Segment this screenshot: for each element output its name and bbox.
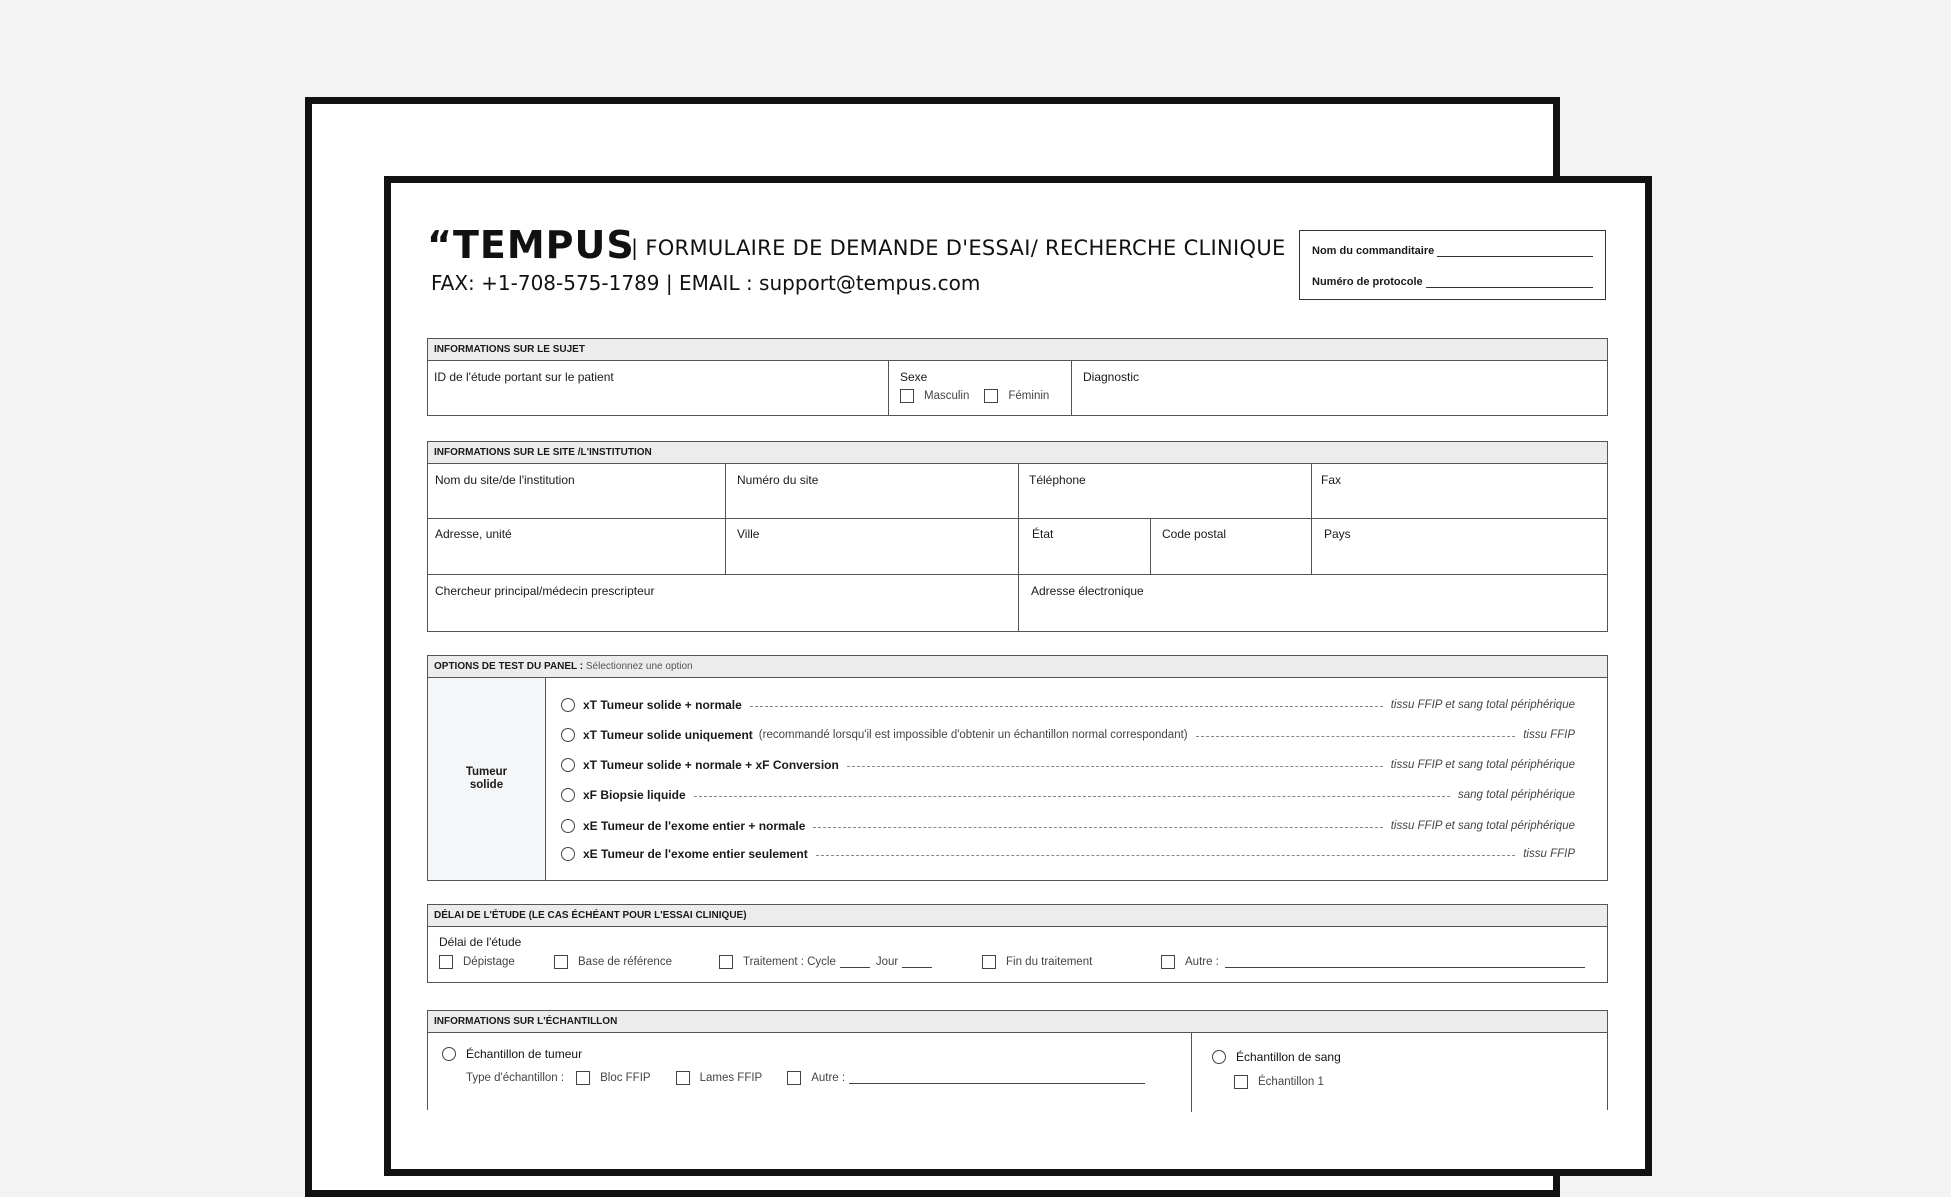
investigator-field[interactable]: Chercheur principal/médecin prescripteur xyxy=(435,584,655,598)
sponsor-box xyxy=(1299,230,1606,300)
timepoint-label: Délai de l'étude xyxy=(439,935,522,949)
female-checkbox[interactable] xyxy=(984,389,998,403)
specimen-other-checkbox[interactable] xyxy=(787,1071,801,1085)
option-label: xF Biopsie liquide xyxy=(583,788,686,802)
option-label: xT Tumeur solide + normale xyxy=(583,698,742,712)
treatment-option[interactable] xyxy=(719,955,932,969)
option-radio[interactable] xyxy=(561,847,575,861)
panel-section xyxy=(427,655,1608,881)
ffpe-block-label: Bloc FFIP xyxy=(600,1072,651,1084)
state-field[interactable]: État xyxy=(1032,527,1054,541)
site-name-field[interactable]: Nom du site/de l'institution xyxy=(435,473,575,487)
tumor-sample-radio[interactable] xyxy=(442,1047,456,1061)
treatment-label: Traitement : Cycle xyxy=(743,956,836,968)
site-section xyxy=(427,441,1608,632)
sample-type-label: Type d'échantillon : xyxy=(466,1072,565,1084)
sponsor-name-field[interactable] xyxy=(1312,245,1593,257)
blood-sample-1-option[interactable] xyxy=(1234,1075,1324,1089)
specimen-other-label: Autre : xyxy=(811,1072,846,1084)
sample-type-row xyxy=(466,1071,1145,1085)
tumor-sample-option[interactable] xyxy=(442,1047,582,1061)
address-field[interactable]: Adresse, unité xyxy=(435,527,512,541)
end-treatment-option[interactable] xyxy=(982,955,1092,969)
end-treatment-checkbox[interactable] xyxy=(982,955,996,969)
day-label: Jour xyxy=(875,956,899,968)
ffpe-slides-label: Lames FFIP xyxy=(699,1072,763,1084)
option-label: xT Tumeur solide + normale + xF Conversion xyxy=(583,758,839,772)
panel-option[interactable] xyxy=(561,725,1575,745)
timepoint-other-label: Autre : xyxy=(1185,956,1219,968)
sex-label: Sexe xyxy=(900,370,928,384)
blood-sample-1-checkbox[interactable] xyxy=(1234,1075,1248,1089)
contact-line: FAX: +1-708-575-1789 | EMAIL : support@tempus.com xyxy=(431,271,981,295)
timepoint-other-blank[interactable] xyxy=(1225,957,1585,968)
blood-sample-label: Échantillon de sang xyxy=(1236,1050,1341,1064)
patient-id-field[interactable]: ID de l'étude portant sur le patient xyxy=(434,370,614,384)
diagnosis-field[interactable]: Diagnostic xyxy=(1083,370,1140,384)
category-line-1: Tumeur xyxy=(465,766,508,778)
baseline-label: Base de référence xyxy=(578,956,672,968)
screening-label: Dépistage xyxy=(463,956,515,968)
postal-code-field[interactable]: Code postal xyxy=(1162,527,1227,541)
city-field[interactable]: Ville xyxy=(737,527,760,541)
blood-sample-1-label: Échantillon 1 xyxy=(1258,1076,1324,1088)
option-specimen: sang total périphérique xyxy=(1458,789,1575,801)
subject-section xyxy=(427,338,1608,416)
baseline-option[interactable] xyxy=(554,955,672,969)
option-radio[interactable] xyxy=(561,728,575,742)
baseline-checkbox[interactable] xyxy=(554,955,568,969)
specimen-other-blank[interactable] xyxy=(849,1073,1145,1084)
sponsor-name-label: Nom du commanditaire xyxy=(1312,245,1435,257)
option-label: xE Tumeur de l'exome entier seulement xyxy=(583,847,808,861)
option-label: xT Tumeur solide uniquement xyxy=(583,728,753,742)
site-number-field[interactable]: Numéro du site xyxy=(737,473,819,487)
end-treatment-label: Fin du traitement xyxy=(1006,956,1093,968)
panel-option[interactable] xyxy=(561,816,1575,836)
panel-heading-note: Sélectionnez une option xyxy=(585,661,693,672)
fax-field[interactable]: Fax xyxy=(1321,473,1342,487)
option-specimen: tissu FFIP et sang total périphérique xyxy=(1390,699,1575,711)
option-label: xE Tumeur de l'exome entier + normale xyxy=(583,819,806,833)
panel-heading xyxy=(428,656,1607,678)
ffpe-block-checkbox[interactable] xyxy=(576,1071,590,1085)
specimen-section xyxy=(427,1010,1608,1110)
category-line-2: solide xyxy=(469,779,504,791)
protocol-number-field[interactable] xyxy=(1312,276,1593,288)
subject-heading: INFORMATIONS SUR LE SUJET xyxy=(428,339,1607,361)
protocol-number-label: Numéro de protocole xyxy=(1312,276,1423,288)
tempus-logo: “TEMPUS xyxy=(427,223,635,267)
option-hint: (recommandé lorsqu'il est impossible d'obtenir un échantillon normal correspondant) xyxy=(758,729,1188,741)
country-field[interactable]: Pays xyxy=(1324,527,1351,541)
email-field[interactable]: Adresse électronique xyxy=(1031,584,1144,598)
timepoint-other-option[interactable] xyxy=(1161,955,1585,969)
timepoint-other-checkbox[interactable] xyxy=(1161,955,1175,969)
option-radio[interactable] xyxy=(561,698,575,712)
option-radio[interactable] xyxy=(561,758,575,772)
screening-checkbox[interactable] xyxy=(439,955,453,969)
timepoint-section xyxy=(427,904,1608,983)
option-specimen: tissu FFIP et sang total périphérique xyxy=(1390,759,1575,771)
screening-option[interactable] xyxy=(439,955,515,969)
phone-field[interactable]: Téléphone xyxy=(1029,473,1086,487)
panel-option[interactable] xyxy=(561,844,1575,864)
tumor-sample-label: Échantillon de tumeur xyxy=(466,1047,583,1061)
male-label: Masculin xyxy=(924,390,970,402)
panel-option[interactable] xyxy=(561,755,1575,775)
option-specimen: tissu FFIP et sang total périphérique xyxy=(1390,820,1575,832)
option-specimen: tissu FFIP xyxy=(1523,729,1575,741)
option-radio[interactable] xyxy=(561,819,575,833)
ffpe-slides-checkbox[interactable] xyxy=(676,1071,690,1085)
timepoint-heading: DÉLAI DE L'ÉTUDE (LE CAS ÉCHÉANT POUR L'ESSAI CLINIQUE) xyxy=(428,905,1607,927)
male-checkbox[interactable] xyxy=(900,389,914,403)
female-label: Féminin xyxy=(1008,390,1050,402)
form-title: | FORMULAIRE DE DEMANDE D'ESSAI/ RECHERCHE CLINIQUE xyxy=(631,236,1286,260)
option-specimen: tissu FFIP xyxy=(1523,848,1575,860)
blood-sample-option[interactable] xyxy=(1212,1050,1341,1064)
cycle-blank[interactable] xyxy=(840,957,870,968)
specimen-heading: INFORMATIONS SUR L'ÉCHANTILLON xyxy=(428,1011,1607,1033)
day-blank[interactable] xyxy=(902,957,932,968)
blood-sample-radio[interactable] xyxy=(1212,1050,1226,1064)
panel-option[interactable] xyxy=(561,695,1575,715)
option-radio[interactable] xyxy=(561,788,575,802)
treatment-checkbox[interactable] xyxy=(719,955,733,969)
panel-heading-text: OPTIONS DE TEST DU PANEL : xyxy=(434,661,584,672)
panel-option[interactable] xyxy=(561,785,1575,805)
site-heading: INFORMATIONS SUR LE SITE /L'INSTITUTION xyxy=(428,442,1607,464)
